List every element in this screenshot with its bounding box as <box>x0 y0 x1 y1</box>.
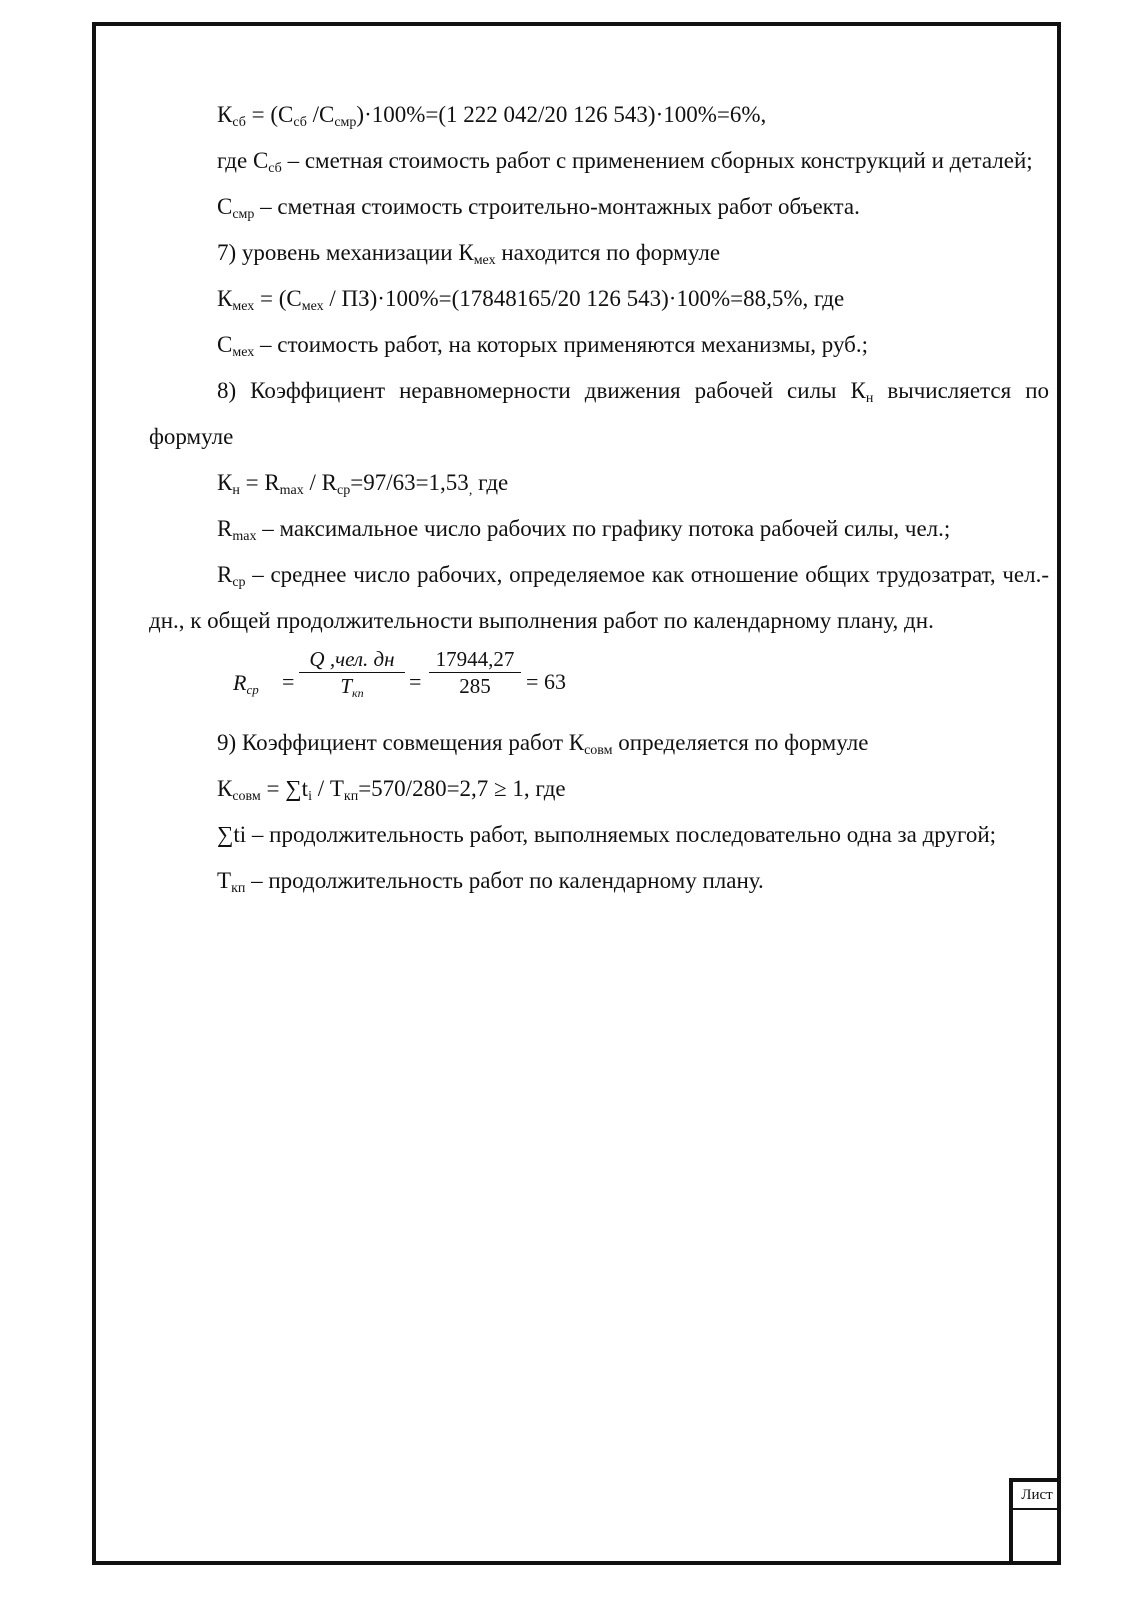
definition-tkp: $Т_{кп}$ – продолжительность работ по календарному плану. <box>217 868 764 896</box>
sheet-stamp <box>1009 1478 1061 1565</box>
definition-sum-ti: ∑ti – продолжительность работ, выполняемых последовательно одна за другой; <box>217 822 997 847</box>
fraction-symbolic <box>299 646 405 699</box>
definition-csb: где $С_{сб}$ – сметная стоимость работ с применением сборных конструкций и деталей; <box>217 148 1033 176</box>
item-7-heading: 7) уровень механизации $К_{мех}$ находится по формуле <box>217 240 721 268</box>
document-body <box>149 92 1049 904</box>
formula-kn: $К_н = R_{max} / R_{ср}=97/63=1,53_,$ где <box>217 470 509 498</box>
formula-result: 63 <box>544 669 566 694</box>
item-9-heading: 9) Коэффициент совмещения работ $К_{совм}$ определяется по формуле <box>217 730 869 758</box>
item-8-heading: 8) Коэффициент неравномерности движения рабочей силы $К_н$ вычисляется по формуле <box>149 378 1050 449</box>
fraction-numeric <box>429 646 521 699</box>
definition-rsr: $R_{ср}$ – среднее число рабочих, определяемое как отношение общих трудозатрат, чел.-дн., к общей продолжительности выполнения работ по календарному плану, дн. <box>149 562 1049 633</box>
equals-sign: = <box>526 669 539 694</box>
fraction-denominator: 285 <box>459 674 491 698</box>
equals-sign: = <box>409 669 422 694</box>
formula-kmeh: $К_{мех} = (С_{мех} / ПЗ)\cdot 100\%=(17848165/20$ 126 543)·100%=88,5%, где <box>217 286 845 314</box>
fraction-denominator: $T_{кп}$ <box>340 674 364 700</box>
definition-csmr: $С_{смр}$ – сметная стоимость строительно-монтажных работ объекта. <box>217 194 860 222</box>
formula-ksovm: $К_{совм} = \sum t_i / Т_{кп}=570/280=2,7 \ge 1$, где <box>217 776 566 804</box>
definition-rmax: $R_{max}$ – максимальное число рабочих по графику потока рабочей силы, чел.; <box>217 516 951 544</box>
equals-sign: = <box>282 669 295 694</box>
formula-ksb: $К_{сб} = (С_{сб}$ $/С_{смр})\cdot 100\%=(1$ 222 042/20 126 543)·100%=6%, <box>217 102 767 130</box>
definition-cmeh: $С_{мех}$ – стоимость работ, на которых применяются механизмы, руб.; <box>217 332 868 360</box>
formula-lhs: $R_{ср}$ <box>233 670 259 697</box>
fraction-numerator: 17944,27 <box>429 646 521 673</box>
formula-rsr-fraction <box>149 646 1049 712</box>
sheet-label: Лист <box>1013 1482 1061 1510</box>
fraction-numerator: Q ,чел. дн <box>299 646 405 673</box>
